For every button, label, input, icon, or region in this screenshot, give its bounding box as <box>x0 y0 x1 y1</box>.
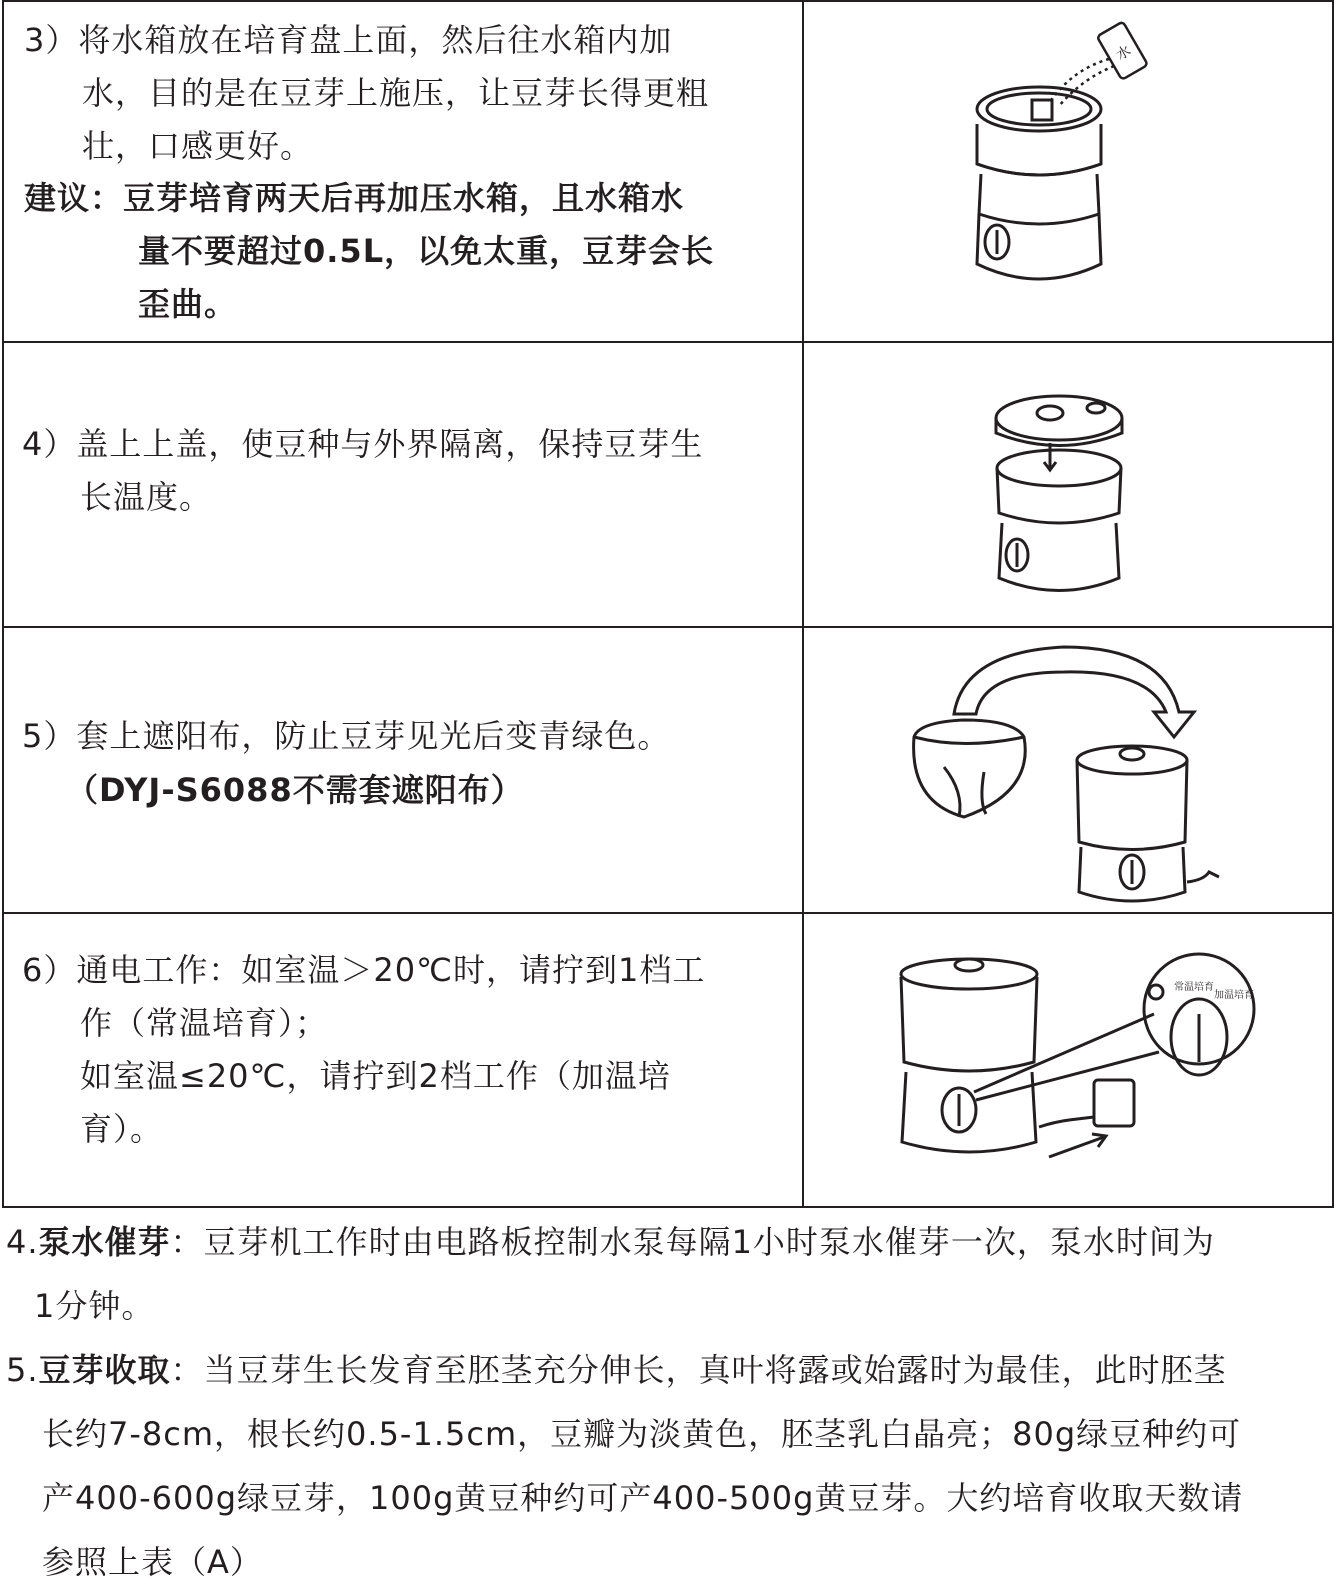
instruction-table <box>2 0 1334 1208</box>
step-4-line-1: 4）盖上上盖，使豆种与外界隔离，保持豆芽生 <box>22 425 704 463</box>
add-water-to-tank-illustration <box>964 14 1164 294</box>
table-row-step-3 <box>4 2 1332 341</box>
step-3-line-1: 3）将水箱放在培育盘上面，然后往水箱内加 <box>24 21 673 59</box>
step-3-note-line-2: 量不要超过0.5L，以免太重，豆芽会长 <box>138 232 715 270</box>
step-3-note-line-3: 歪曲。 <box>138 285 238 323</box>
section-5-title: 豆芽收取 <box>38 1351 171 1389</box>
step-6-line-4: 育）。 <box>80 1110 164 1148</box>
step-5-line-1: 5）套上遮阳布，防止豆芽见光后变青绿色。 <box>22 717 671 755</box>
section-5-colon: ： <box>170 1351 204 1389</box>
section-4-colon: ： <box>170 1223 204 1261</box>
section-4-line-1: 豆芽机工作时由电路板控制水泵每隔1小时泵水催芽一次，泵水时间为 <box>203 1223 1215 1261</box>
step-6-line-2: 作（常温培育）； <box>80 1004 329 1042</box>
power-on-knob-illustration <box>894 952 1274 1167</box>
table-row-step-4 <box>4 341 1332 628</box>
section-5-number: 5. <box>6 1351 39 1389</box>
section-4-title: 泵水催芽 <box>38 1223 171 1261</box>
step-6-line-1: 6）通电工作：如室温＞20℃时，请拧到1档工 <box>22 951 706 989</box>
step-6-line-3: 如室温≤20℃，请拧到2档工作（加温培 <box>80 1057 671 1095</box>
water-jug-label: 水 <box>1113 42 1134 64</box>
section-4-number: 4. <box>6 1223 39 1261</box>
step-4-line-2: 长温度。 <box>80 478 213 516</box>
step-5-note: （DYJ-S6088不需套遮阳布） <box>66 771 524 809</box>
table-row-step-6 <box>4 912 1332 1212</box>
section-pump-germination <box>6 1210 1215 1274</box>
step-3-line-3: 壮，口感更好。 <box>82 127 314 165</box>
arrow-icon <box>954 647 1194 737</box>
section-5-line-3: 产400-600g绿豆芽，100g黄豆种约可产400-500g黄豆芽。大约培育收取天数请 <box>42 1479 1244 1517</box>
section-5-line-4: 参照上表（A） <box>42 1543 263 1581</box>
step-3-note-line-1: 建议：豆芽培育两天后再加压水箱，且水箱水 <box>24 179 685 217</box>
step-3-line-2: 水，目的是在豆芽上施压，让豆芽长得更粗 <box>82 74 710 112</box>
knob-label-heated: 加温培育 <box>1214 990 1254 1001</box>
section-harvest <box>6 1338 1227 1402</box>
section-4-line-2: 1分钟。 <box>34 1287 155 1325</box>
cover-lid-illustration <box>984 388 1134 613</box>
section-5-line-2: 长约7-8cm，根长约0.5-1.5cm，豆瓣为淡黄色，胚茎乳白晶亮；80g绿豆种约可 <box>42 1415 1242 1453</box>
table-row-step-5 <box>4 626 1332 914</box>
section-5-line-1: 当豆芽生长发育至胚茎充分伸长，真叶将露或始露时为最佳，此时胚茎 <box>203 1351 1227 1389</box>
sunshade-cloth-illustration <box>904 642 1234 907</box>
knob-label-normal: 常温培育 <box>1174 982 1214 993</box>
